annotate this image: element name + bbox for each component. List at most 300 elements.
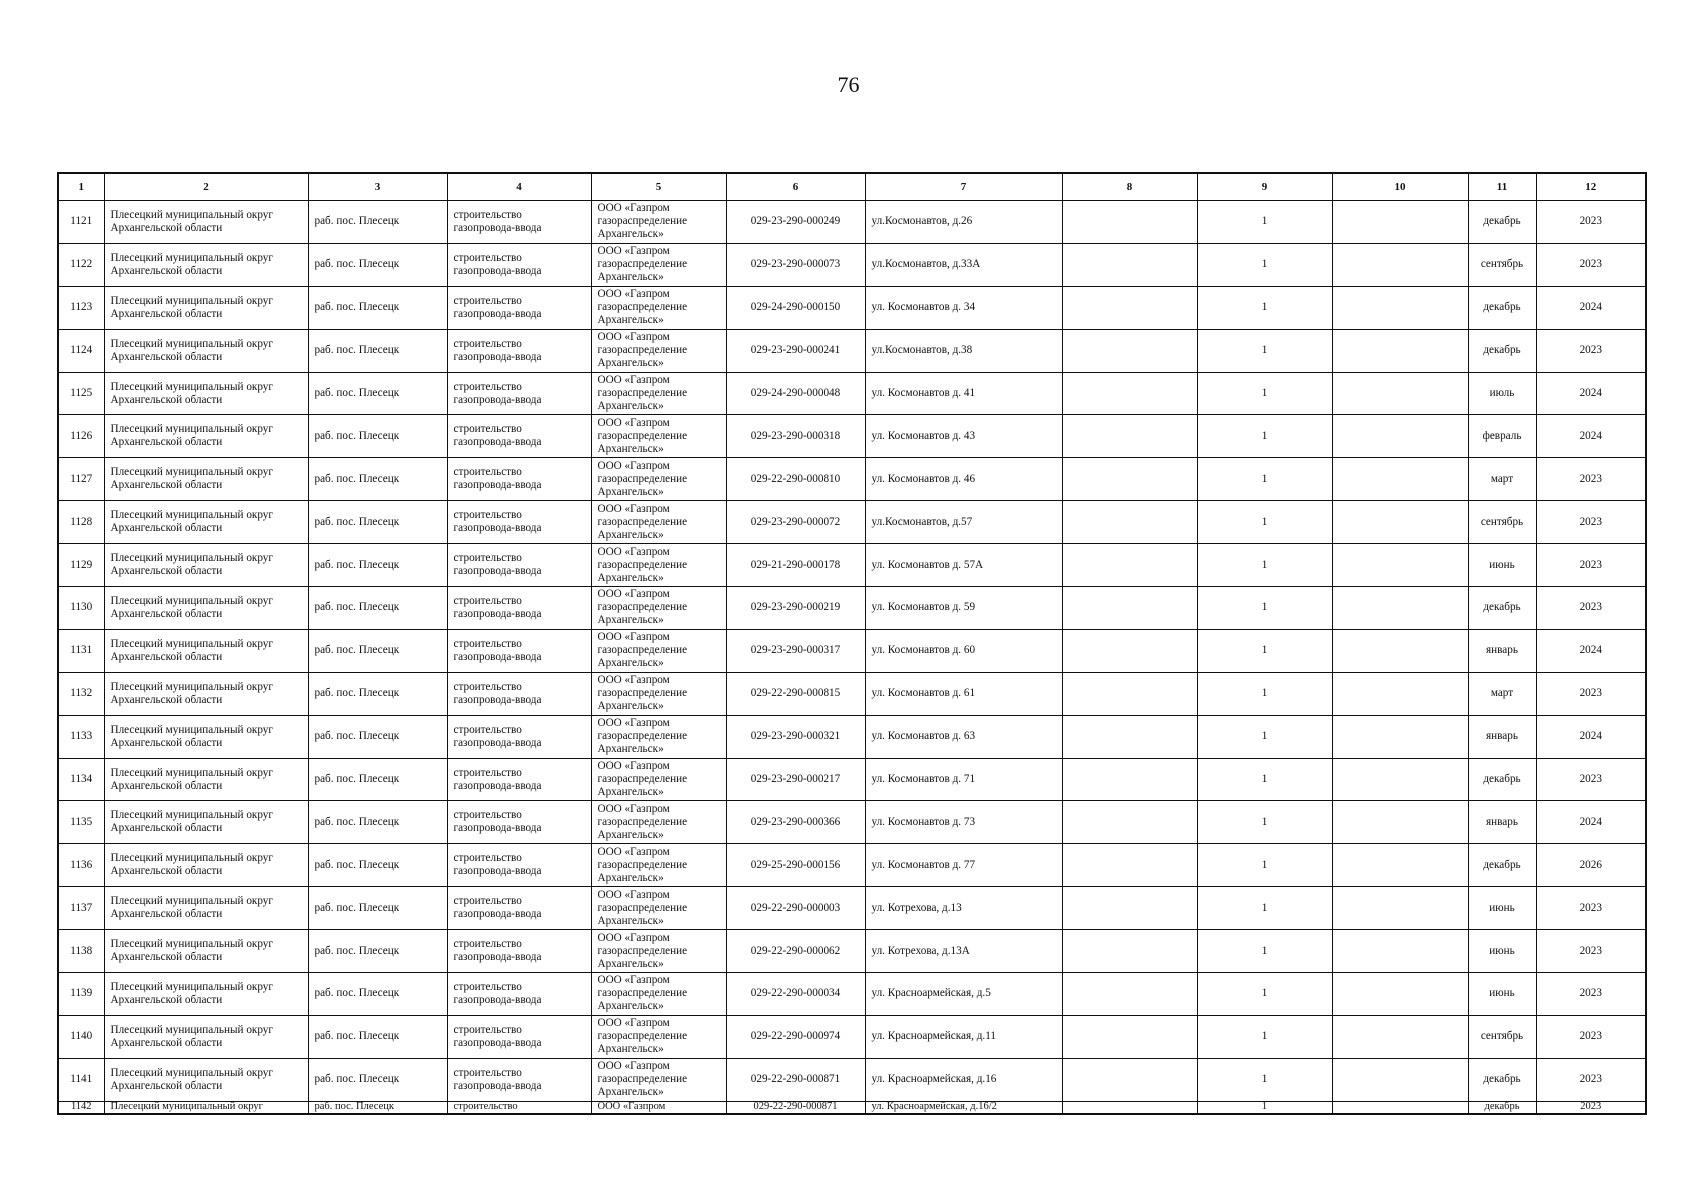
organization-line: Архангельск» [597,657,664,670]
column-10-cell [1332,672,1468,715]
table-row [58,672,1646,715]
column-10-cell [1332,458,1468,501]
address-cell: ул. Космонавтов д. 60 [865,629,1062,672]
organization-cell [591,458,726,501]
column-8-cell [1062,1058,1197,1101]
organization-line: Архангельск» [597,700,664,713]
count-cell: 1 [1197,930,1332,973]
work-type-cell: строительство газопровода-ввода [447,329,591,372]
organization-lines [598,1017,720,1056]
municipality-cell: Плесецкий муниципальный округ Архангельской области [104,801,308,844]
code-cell: 029-22-290-000974 [726,1015,865,1058]
organization-line: газораспределение [597,901,688,914]
count-cell: 1 [1197,887,1332,930]
column-10-cell [1332,1101,1468,1114]
organization-lines [598,674,720,713]
settlement-cell: раб. пос. Плесецк [308,544,447,587]
address-cell: ул. Красноармейская, д.16/2 [865,1101,1062,1114]
organization-cell [591,286,726,329]
organization-cell [591,715,726,758]
column-8-cell [1062,930,1197,973]
organization-cell [591,887,726,930]
column-8-cell [1062,501,1197,544]
code-cell: 029-22-290-000003 [726,887,865,930]
month-cell: декабрь [1468,1058,1536,1101]
organization-line: газораспределение [597,344,688,357]
organization-line: ООО «Газпром [597,674,670,687]
address-cell: ул. Космонавтов д. 73 [865,801,1062,844]
municipality-cell: Плесецкий муниципальный округ Архангельской области [104,1058,308,1101]
organization-line: газораспределение [597,858,688,871]
organization-line: ООО «Газпром [597,588,670,601]
row-number-cell: 1124 [58,329,104,372]
organization-lines [598,1060,720,1099]
header-cell-11: 11 [1468,173,1536,201]
organization-line: Архангельск» [597,571,664,584]
column-8-cell [1062,587,1197,630]
code-cell: 029-22-290-000034 [726,973,865,1016]
organization-line: Архангельск» [597,271,664,284]
organization-line: ООО «Газпром [597,374,670,386]
organization-lines [598,717,720,756]
settlement-cell: раб. пос. Плесецк [308,672,447,715]
work-type-cell: строительство газопровода-ввода [447,201,591,244]
table-row [58,887,1646,930]
work-type-cell: строительство газопровода-ввода [447,458,591,501]
settlement-cell: раб. пос. Плесецк [308,286,447,329]
month-cell: декабрь [1468,758,1536,801]
work-type-cell: строительство газопровода-ввода [447,501,591,544]
table-row [58,1058,1646,1101]
year-cell: 2024 [1536,415,1646,458]
row-number-cell: 1132 [58,672,104,715]
row-number-cell: 1142 [58,1101,104,1114]
table-row [58,243,1646,286]
work-type-cell: строительство газопровода-ввода [447,286,591,329]
organization-line: Архангельск» [597,914,664,927]
column-8-cell [1062,715,1197,758]
count-cell: 1 [1197,458,1332,501]
column-10-cell [1332,415,1468,458]
page-number: 76 [837,72,860,97]
organization-line: газораспределение [597,558,688,571]
work-type-cell: строительство газопровода-ввода [447,629,591,672]
organization-lines [598,202,720,241]
column-10-cell [1332,715,1468,758]
year-cell: 2024 [1536,286,1646,329]
row-number-cell: 1121 [58,201,104,244]
month-cell: сентябрь [1468,243,1536,286]
table-row-partial [58,1101,1646,1114]
code-cell: 029-24-290-000150 [726,286,865,329]
count-cell: 1 [1197,372,1332,415]
organization-cell [591,501,726,544]
month-cell: июль [1468,372,1536,415]
organization-line: ООО «Газпром [597,631,670,644]
count-cell: 1 [1197,629,1332,672]
table-row [58,973,1646,1016]
row-number-cell: 1141 [58,1058,104,1101]
settlement-cell: раб. пос. Плесецк [308,458,447,501]
header-cell-2: 2 [104,173,308,201]
settlement-cell: раб. пос. Плесецк [308,415,447,458]
table-row [58,801,1646,844]
column-8-cell [1062,372,1197,415]
header-cell-6: 6 [726,173,865,201]
count-cell: 1 [1197,243,1332,286]
month-cell: декабрь [1468,329,1536,372]
organization-line: Архангельск» [597,400,664,412]
organization-cell [591,243,726,286]
row-number-cell: 1133 [58,715,104,758]
row-number-cell: 1128 [58,501,104,544]
address-cell: ул. Космонавтов д. 63 [865,715,1062,758]
work-type-cell: строительство газопровода-ввода [447,672,591,715]
year-cell: 2023 [1536,201,1646,244]
organization-lines [598,846,720,885]
organization-lines [598,331,720,370]
work-type-cell: строительство газопровода-ввода [447,758,591,801]
settlement-cell: раб. пос. Плесецк [308,973,447,1016]
organization-line: Архангельск» [597,1000,664,1013]
month-cell: декабрь [1468,201,1536,244]
column-8-cell [1062,415,1197,458]
settlement-cell: раб. пос. Плесецк [308,1101,447,1114]
organization-cell [591,672,726,715]
month-cell: июнь [1468,930,1536,973]
header-cell-8: 8 [1062,173,1197,201]
year-cell: 2023 [1536,1058,1646,1101]
municipality-cell: Плесецкий муниципальный округ Архангельской области [104,930,308,973]
column-8-cell [1062,801,1197,844]
year-cell: 2023 [1536,501,1646,544]
organization-line: ООО «Газпром [597,1017,670,1030]
organization-lines [598,760,720,799]
count-cell: 1 [1197,1058,1332,1101]
organization-lines [598,503,720,542]
column-8-cell [1062,973,1197,1016]
year-cell: 2024 [1536,715,1646,758]
settlement-cell: раб. пос. Плесецк [308,887,447,930]
code-cell: 029-24-290-000048 [726,372,865,415]
organization-line: ООО «Газпром [597,545,670,558]
table-row [58,844,1646,887]
table-row [58,587,1646,630]
address-cell: ул.Космонавтов, д.38 [865,329,1062,372]
year-cell: 2023 [1536,1015,1646,1058]
count-cell: 1 [1197,1101,1332,1114]
address-cell: ул. Котрехова, д.13А [865,930,1062,973]
organization-line: Архангельск» [597,1043,664,1056]
column-8-cell [1062,329,1197,372]
row-number-cell: 1125 [58,372,104,415]
organization-line: Архангельск» [597,228,664,241]
municipality-cell: Плесецкий муниципальный округ Архангельской области [104,243,308,286]
year-cell: 2024 [1536,629,1646,672]
code-cell: 029-22-290-000062 [726,930,865,973]
column-8-cell [1062,1101,1197,1114]
address-cell: ул.Космонавтов, д.33А [865,243,1062,286]
organization-line: Архангельск» [597,528,664,541]
settlement-cell: раб. пос. Плесецк [308,715,447,758]
header-cell-12: 12 [1536,173,1646,201]
count-cell: 1 [1197,329,1332,372]
work-type-cell: строительство [447,1101,591,1114]
organization-lines [598,588,720,627]
work-type-cell: строительство газопровода-ввода [447,844,591,887]
row-number-cell: 1140 [58,1015,104,1058]
month-cell: январь [1468,801,1536,844]
year-cell: 2023 [1536,243,1646,286]
work-type-cell: строительство газопровода-ввода [447,801,591,844]
organization-cell [591,329,726,372]
column-10-cell [1332,286,1468,329]
address-cell: ул.Космонавтов, д.57 [865,501,1062,544]
header-cell-4: 4 [447,173,591,201]
work-type-cell: строительство газопровода-ввода [447,715,591,758]
column-8-cell [1062,1015,1197,1058]
month-cell: январь [1468,629,1536,672]
settlement-cell: раб. пос. Плесецк [308,844,447,887]
work-type-cell: строительство газопровода-ввода [447,1015,591,1058]
municipality-cell: Плесецкий муниципальный округ Архангельской области [104,715,308,758]
month-cell: декабрь [1468,286,1536,329]
year-cell: 2023 [1536,973,1646,1016]
work-type-cell: строительство газопровода-ввода [447,544,591,587]
column-8-cell [1062,758,1197,801]
row-number-cell: 1122 [58,243,104,286]
column-10-cell [1332,544,1468,587]
year-cell: 2023 [1536,587,1646,630]
month-cell: сентябрь [1468,501,1536,544]
address-cell: ул. Красноармейская, д.11 [865,1015,1062,1058]
organization-lines [598,460,720,499]
address-cell: ул. Красноармейская, д.16 [865,1058,1062,1101]
table-row [58,329,1646,372]
code-cell: 029-23-290-000317 [726,629,865,672]
organization-cell [591,1058,726,1101]
organization-line: газораспределение [597,387,688,399]
row-number-cell: 1129 [58,544,104,587]
organization-line: газораспределение [597,429,688,442]
column-10-cell [1332,887,1468,930]
count-cell: 1 [1197,587,1332,630]
address-cell: ул. Котрехова, д.13 [865,887,1062,930]
organization-line: ООО «Газпром [597,974,670,987]
municipality-cell: Плесецкий муниципальный округ Архангельской области [104,758,308,801]
organization-line: газораспределение [597,730,688,743]
organization-lines [598,974,720,1013]
address-cell: ул. Космонавтов д. 41 [865,372,1062,415]
organization-line: ООО «Газпром [597,459,670,472]
year-cell: 2023 [1536,1101,1646,1114]
organization-line: ООО «Газпром [597,845,670,858]
month-cell: июнь [1468,973,1536,1016]
month-cell: декабрь [1468,587,1536,630]
settlement-cell: раб. пос. Плесецк [308,501,447,544]
organization-cell [591,844,726,887]
code-cell: 029-23-290-000249 [726,201,865,244]
header-cell-10: 10 [1332,173,1468,201]
organization-line: ООО «Газпром [597,202,670,215]
organization-lines [598,245,720,284]
count-cell: 1 [1197,201,1332,244]
table-row [58,415,1646,458]
code-cell: 029-22-290-000871 [726,1058,865,1101]
table-row [58,930,1646,973]
organization-cell [591,758,726,801]
organization-line: Архангельск» [597,442,664,455]
code-cell: 029-23-290-000366 [726,801,865,844]
column-10-cell [1332,329,1468,372]
work-type-cell: строительство газопровода-ввода [447,973,591,1016]
organization-cell [591,973,726,1016]
table-row [58,1015,1646,1058]
row-number-cell: 1135 [58,801,104,844]
municipality-cell: Плесецкий муниципальный округ Архангельской области [104,1015,308,1058]
settlement-cell: раб. пос. Плесецк [308,372,447,415]
organization-line: газораспределение [597,601,688,614]
row-number-cell: 1126 [58,415,104,458]
count-cell: 1 [1197,501,1332,544]
address-cell: ул. Космонавтов д. 43 [865,415,1062,458]
work-type-cell: строительство газопровода-ввода [447,930,591,973]
organization-line: Архангельск» [597,957,664,970]
organization-line: ООО «Газпром [597,502,670,515]
organization-line: ООО «Газпром [597,331,670,344]
column-8-cell [1062,201,1197,244]
column-10-cell [1332,1058,1468,1101]
organization-cell [591,372,726,415]
column-10-cell [1332,372,1468,415]
organization-line: газораспределение [597,301,688,314]
address-cell: ул. Космонавтов д. 34 [865,286,1062,329]
year-cell: 2023 [1536,758,1646,801]
count-cell: 1 [1197,715,1332,758]
organization-lines [598,417,720,456]
month-cell: декабрь [1468,844,1536,887]
data-table [57,172,1647,1115]
organization-lines [598,288,720,327]
column-8-cell [1062,243,1197,286]
year-cell: 2023 [1536,672,1646,715]
code-cell: 029-23-290-000217 [726,758,865,801]
organization-line: Архангельск» [597,871,664,884]
work-type-cell: строительство газопровода-ввода [447,415,591,458]
organization-cell [591,544,726,587]
address-cell: ул. Космонавтов д. 57А [865,544,1062,587]
code-cell: 029-23-290-000321 [726,715,865,758]
row-number-cell: 1139 [58,973,104,1016]
organization-line: ООО «Газпром [597,888,670,901]
organization-line: газораспределение [597,472,688,485]
organization-line: Архангельск» [597,743,664,756]
organization-line: газораспределение [597,644,688,657]
organization-line: Архангельск» [597,357,664,370]
code-cell: 029-22-290-000871 [726,1101,865,1114]
column-10-cell [1332,930,1468,973]
count-cell: 1 [1197,758,1332,801]
year-cell: 2023 [1536,887,1646,930]
column-10-cell [1332,501,1468,544]
column-8-cell [1062,458,1197,501]
column-10-cell [1332,758,1468,801]
count-cell: 1 [1197,844,1332,887]
count-cell: 1 [1197,286,1332,329]
organization-line: Архангельск» [597,314,664,327]
year-cell: 2023 [1536,930,1646,973]
address-cell: ул. Космонавтов д. 61 [865,672,1062,715]
column-10-cell [1332,243,1468,286]
organization-line: газораспределение [597,815,688,828]
table-row [58,458,1646,501]
table-row [58,544,1646,587]
organization-line: ООО «Газпром [597,288,670,301]
table-row [58,286,1646,329]
municipality-cell: Плесецкий муниципальный округ Архангельской области [104,844,308,887]
header-cell-9: 9 [1197,173,1332,201]
organization-cell [591,201,726,244]
column-8-cell [1062,629,1197,672]
work-type-cell: строительство газопровода-ввода [447,887,591,930]
organization-line: газораспределение [597,944,688,957]
municipality-cell: Плесецкий муниципальный округ Архангельской области [104,415,308,458]
row-number-cell: 1137 [58,887,104,930]
organization-line: ООО «Газпром [597,245,670,258]
column-10-cell [1332,587,1468,630]
settlement-cell: раб. пос. Плесецк [308,329,447,372]
municipality-cell: Плесецкий муниципальный округ Архангельской области [104,329,308,372]
header-row [58,173,1646,201]
settlement-cell: раб. пос. Плесецк [308,629,447,672]
organization-line: газораспределение [597,215,688,228]
organization-line: газораспределение [597,1030,688,1043]
table-row [58,201,1646,244]
table-row [58,629,1646,672]
count-cell: 1 [1197,415,1332,458]
address-cell: ул. Космонавтов д. 77 [865,844,1062,887]
month-cell: март [1468,458,1536,501]
settlement-cell: раб. пос. Плесецк [308,758,447,801]
column-10-cell [1332,973,1468,1016]
year-cell: 2023 [1536,544,1646,587]
month-cell: июнь [1468,887,1536,930]
settlement-cell: раб. пос. Плесецк [308,587,447,630]
month-cell: сентябрь [1468,1015,1536,1058]
organization-line: Архангельск» [597,828,664,841]
table-body [58,201,1646,1114]
column-8-cell [1062,844,1197,887]
table-row [58,372,1646,415]
table-row [58,501,1646,544]
code-cell: 029-23-290-000318 [726,415,865,458]
row-number-cell: 1136 [58,844,104,887]
organization-line: ООО «Газпром [597,1060,670,1073]
organization-line: Архангельск» [597,786,664,799]
row-number-cell: 1127 [58,458,104,501]
work-type-cell: строительство газопровода-ввода [447,1058,591,1101]
row-number-cell: 1130 [58,587,104,630]
row-number-cell: 1131 [58,629,104,672]
count-cell: 1 [1197,544,1332,587]
count-cell: 1 [1197,1015,1332,1058]
code-cell: 029-23-290-000241 [726,329,865,372]
month-cell: июнь [1468,544,1536,587]
address-cell: ул. Космонавтов д. 46 [865,458,1062,501]
table-row [58,715,1646,758]
column-8-cell [1062,887,1197,930]
month-cell: декабрь [1468,1101,1536,1114]
